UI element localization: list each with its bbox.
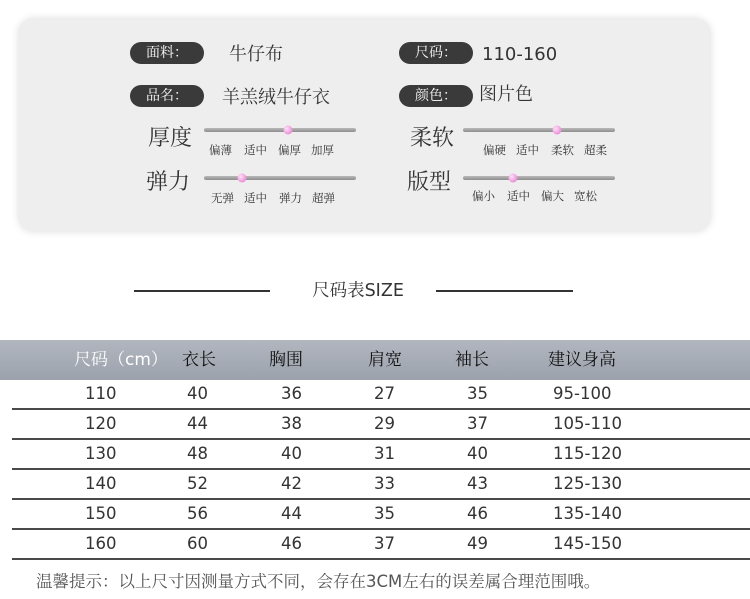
table-cell: 43	[467, 474, 488, 493]
thickness-option: 适中	[244, 143, 267, 157]
thickness-option: 偏薄	[209, 143, 232, 157]
fit-track	[463, 176, 615, 180]
table-row	[0, 500, 750, 530]
table-cell: 135-140	[553, 504, 622, 523]
elasticity-option: 弹力	[279, 191, 302, 205]
table-header	[0, 340, 750, 380]
table-cell: 120	[85, 414, 117, 433]
fit-indicator	[509, 174, 518, 183]
table-cell: 37	[374, 534, 395, 553]
table-cell: 140	[85, 474, 117, 493]
table-cell: 56	[187, 504, 208, 523]
elasticity-option: 超弹	[312, 191, 335, 205]
table-row	[0, 440, 750, 470]
softness-option: 柔软	[551, 143, 574, 157]
table-cell: 40	[281, 444, 302, 463]
fabric-value: 牛仔布	[229, 44, 283, 65]
elasticity-indicator	[238, 174, 247, 183]
column-header: 衣长	[182, 350, 216, 370]
thickness-option: 偏厚	[278, 143, 301, 157]
table-body	[0, 380, 750, 560]
thickness-track	[204, 128, 356, 132]
fit-option: 宽松	[574, 189, 597, 203]
table-cell: 35	[374, 504, 395, 523]
divider-line	[134, 290, 270, 292]
table-row	[0, 410, 750, 440]
table-cell: 42	[281, 474, 302, 493]
column-header: 肩宽	[368, 350, 402, 370]
table-cell: 40	[467, 444, 488, 463]
table-cell: 31	[374, 444, 395, 463]
softness-option: 适中	[516, 143, 539, 157]
table-cell: 105-110	[553, 414, 622, 433]
table-cell: 115-120	[553, 444, 622, 463]
table-cell: 130	[85, 444, 117, 463]
table-cell: 125-130	[553, 474, 622, 493]
table-cell: 27	[374, 384, 395, 403]
softness-track	[463, 128, 615, 132]
table-cell: 145-150	[553, 534, 622, 553]
table-cell: 46	[281, 534, 302, 553]
fabric-label-pill: 面料：	[130, 42, 204, 64]
elasticity-option: 无弹	[211, 191, 234, 205]
size-chart-heading	[0, 278, 750, 304]
column-header: 胸围	[269, 350, 303, 370]
table-cell: 160	[85, 534, 117, 553]
table-cell: 95-100	[553, 384, 612, 403]
table-cell: 49	[467, 534, 488, 553]
column-header: 尺码（cm）	[74, 350, 168, 370]
softness-option: 偏硬	[483, 143, 506, 157]
table-cell: 60	[187, 534, 208, 553]
thickness-option: 加厚	[311, 143, 334, 157]
fit-option: 偏小	[472, 189, 495, 203]
color-value: 图片色	[479, 84, 533, 105]
divider-line	[436, 290, 573, 292]
table-cell: 40	[187, 384, 208, 403]
elasticity-label: 弹力	[146, 170, 191, 195]
table-cell: 150	[85, 504, 117, 523]
size-value: 110-160	[482, 44, 558, 65]
name-label-pill: 品名：	[130, 85, 204, 107]
table-row	[0, 530, 750, 560]
measurement-note: 温馨提示：以上尺寸因测量方式不同，会存在3CM左右的误差属合理范围哦。	[36, 572, 601, 591]
size-chart-title: 尺码表SIZE	[312, 281, 404, 301]
table-cell: 44	[187, 414, 208, 433]
table-row	[0, 380, 750, 410]
table-cell: 33	[374, 474, 395, 493]
fit-label: 版型	[407, 170, 452, 195]
softness-label: 柔软	[410, 126, 455, 151]
table-cell: 110	[85, 384, 117, 403]
table-cell: 29	[374, 414, 395, 433]
size-chart-table	[0, 340, 750, 560]
product-info-card	[18, 18, 711, 232]
fit-option: 适中	[507, 189, 530, 203]
row-divider	[12, 558, 750, 560]
table-row	[0, 470, 750, 500]
table-cell: 52	[187, 474, 208, 493]
fit-option: 偏大	[541, 189, 564, 203]
thickness-indicator	[283, 126, 292, 135]
name-value: 羊羔绒牛仔衣	[222, 87, 330, 108]
softness-indicator	[553, 126, 562, 135]
size-label-pill: 尺码：	[399, 42, 473, 64]
thickness-label: 厚度	[148, 126, 193, 151]
column-header: 建议身高	[548, 350, 616, 370]
column-header: 袖长	[455, 350, 489, 370]
elasticity-option: 适中	[244, 191, 267, 205]
color-label-pill: 颜色：	[399, 85, 473, 107]
table-cell: 37	[467, 414, 488, 433]
elasticity-track	[204, 176, 356, 180]
table-cell: 46	[467, 504, 488, 523]
table-cell: 38	[281, 414, 302, 433]
table-cell: 36	[281, 384, 302, 403]
table-cell: 44	[281, 504, 302, 523]
table-cell: 48	[187, 444, 208, 463]
table-cell: 35	[467, 384, 488, 403]
softness-option: 超柔	[584, 143, 607, 157]
